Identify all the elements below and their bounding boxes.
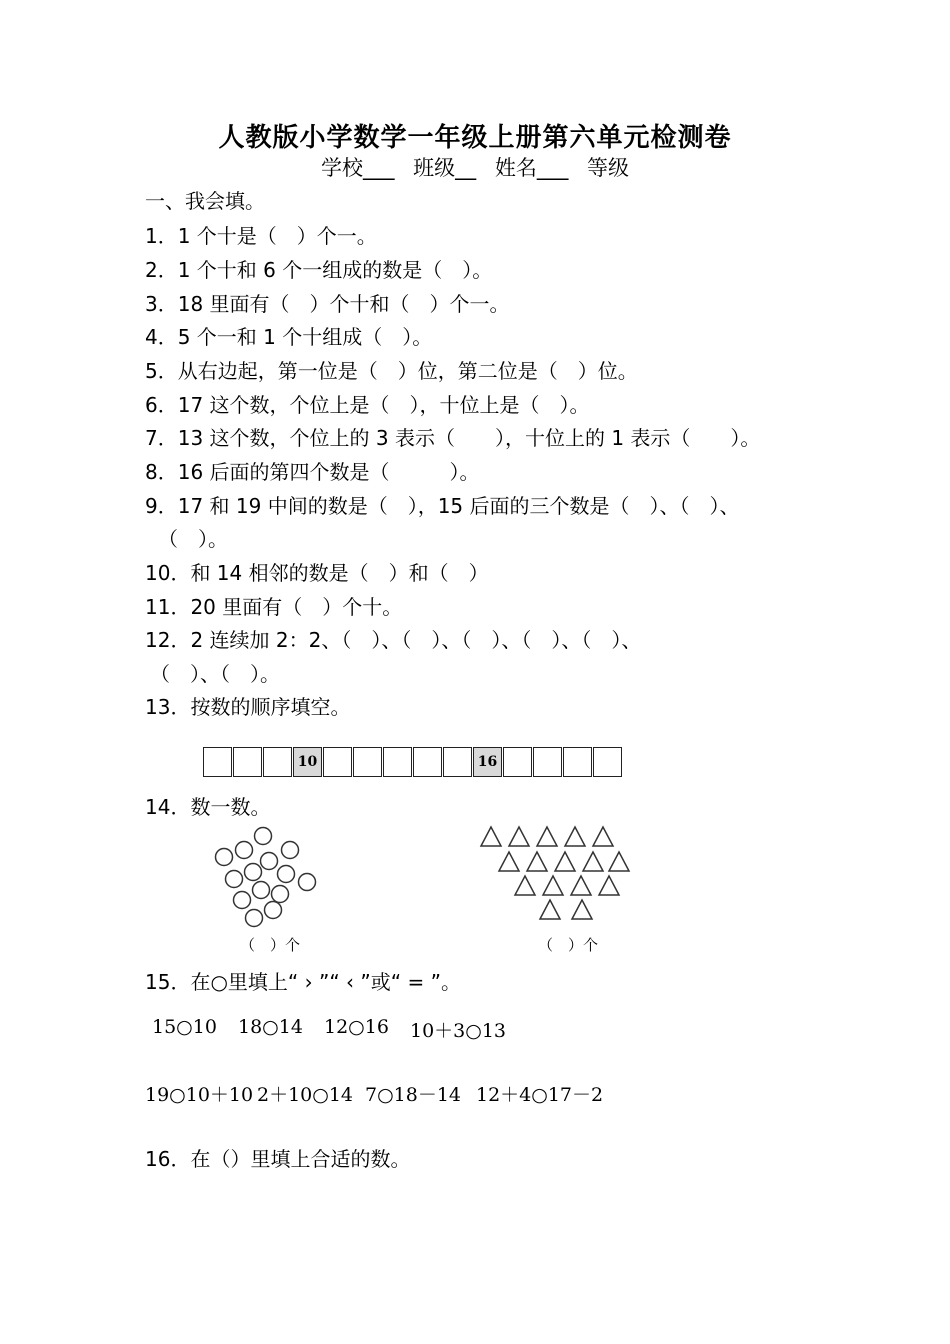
triangle-shape — [481, 827, 501, 846]
circle-shape — [261, 853, 278, 870]
triangle-shape — [555, 852, 575, 871]
triangle-shape — [499, 852, 519, 871]
strip-cell-given: 16 — [473, 747, 502, 777]
strip-cell-blank — [263, 747, 292, 777]
strip-cell-blank — [323, 747, 352, 777]
circle-shape — [278, 866, 295, 883]
compare-expression: 7○18－14 — [365, 1084, 462, 1106]
strip-cell-blank — [563, 747, 592, 777]
strip-cell-blank — [203, 747, 232, 777]
compare-expression: 18○14 — [238, 1016, 303, 1038]
question-8: 8．16 后面的第四个数是（ ）。 — [145, 460, 480, 484]
triangles-figure — [478, 825, 638, 925]
circle-shape — [265, 902, 282, 919]
circle-shape — [253, 882, 270, 899]
question-16: 16．在（）里填上合适的数。 — [145, 1147, 411, 1171]
strip-cell-blank — [503, 747, 532, 777]
strip-cell-blank — [413, 747, 442, 777]
strip-cell-blank — [443, 747, 472, 777]
question-2: 2．1 个十和 6 个一组成的数是（ ）。 — [145, 258, 493, 282]
triangles-count: （ ）个 — [538, 936, 599, 954]
compare-expression: 19○10＋10 — [145, 1084, 254, 1106]
question-3: 3．18 里面有（ ）个十和（ ）个一。 — [145, 292, 510, 316]
compare-expression: 10＋3○13 — [410, 1020, 507, 1042]
triangle-shape — [537, 827, 557, 846]
strip-cell-blank — [383, 747, 412, 777]
strip-cell-blank — [533, 747, 562, 777]
circle-shape — [255, 828, 272, 845]
triangle-shape — [540, 900, 560, 919]
question-12: 12．2 连续加 2：2、（ ）、（ ）、（ ）、（ ）、（ ）、 — [145, 628, 642, 652]
question-15: 15．在○里填上“ › ”“ ‹ ”或“ = ”。 — [145, 970, 461, 994]
triangle-shape — [599, 876, 619, 895]
circles-figure — [210, 822, 330, 932]
question-7: 7．13 这个数，个位上的 3 表示（ ），十位上的 1 表示（ ）。 — [145, 426, 761, 450]
circle-shape — [272, 886, 289, 903]
name-field: 姓名___ — [494, 156, 569, 180]
triangle-shape — [527, 852, 547, 871]
question-4: 4．5 个一和 1 个十组成（ ）。 — [145, 325, 433, 349]
circle-shape — [216, 849, 233, 866]
grade-field: 等级 — [587, 156, 630, 180]
section-heading: 一、我会填。 — [145, 189, 265, 213]
triangle-shape — [571, 876, 591, 895]
student-info — [0, 152, 950, 182]
question-1: 1．1 个十是（ ）个一。 — [145, 224, 377, 248]
class-field: 班级__ — [413, 156, 477, 180]
strip-cell-blank — [233, 747, 262, 777]
circle-shape — [236, 842, 253, 859]
circle-shape — [246, 910, 263, 927]
triangle-shape — [572, 900, 592, 919]
question-13: 13．按数的顺序填空。 — [145, 695, 351, 719]
compare-expression: 12＋4○17－2 — [476, 1084, 604, 1106]
triangle-shape — [565, 827, 585, 846]
triangle-shape — [593, 827, 613, 846]
strip-cell-blank — [593, 747, 622, 777]
question-9: 9．17 和 19 中间的数是（ ），15 后面的三个数是（ ）、（ ）、 — [145, 494, 740, 518]
question-11: 11．20 里面有（ ）个十。 — [145, 595, 403, 619]
worksheet-title: 人教版小学数学一年级上册第六单元检测卷 — [218, 123, 732, 153]
circle-shape — [245, 864, 262, 881]
circle-shape — [299, 874, 316, 891]
triangle-shape — [609, 852, 629, 871]
question-6: 6．17 这个数，个位上是（ ），十位上是（ ）。 — [145, 393, 590, 417]
circle-shape — [234, 892, 251, 909]
triangle-shape — [515, 876, 535, 895]
circles-count: （ ）个 — [240, 936, 301, 954]
circle-shape — [226, 871, 243, 888]
circle-shape — [282, 842, 299, 859]
question-9-continued: （ ）。 — [158, 527, 228, 551]
question-12-continued: （ ）、（ ）。 — [150, 662, 280, 686]
compare-expression: 15○10 — [152, 1016, 217, 1038]
question-10: 10．和 14 相邻的数是（ ）和（ ） — [145, 561, 489, 585]
triangle-shape — [543, 876, 563, 895]
question-14: 14．数一数。 — [145, 795, 271, 819]
compare-expression: 2＋10○14 — [257, 1084, 354, 1106]
triangle-shape — [509, 827, 529, 846]
strip-cell-blank — [353, 747, 382, 777]
triangle-shape — [583, 852, 603, 871]
school-field: 学校___ — [320, 156, 395, 180]
compare-expression: 12○16 — [324, 1016, 389, 1038]
strip-cell-given: 10 — [293, 747, 322, 777]
question-5: 5．从右边起，第一位是（ ）位，第二位是（ ）位。 — [145, 359, 638, 383]
